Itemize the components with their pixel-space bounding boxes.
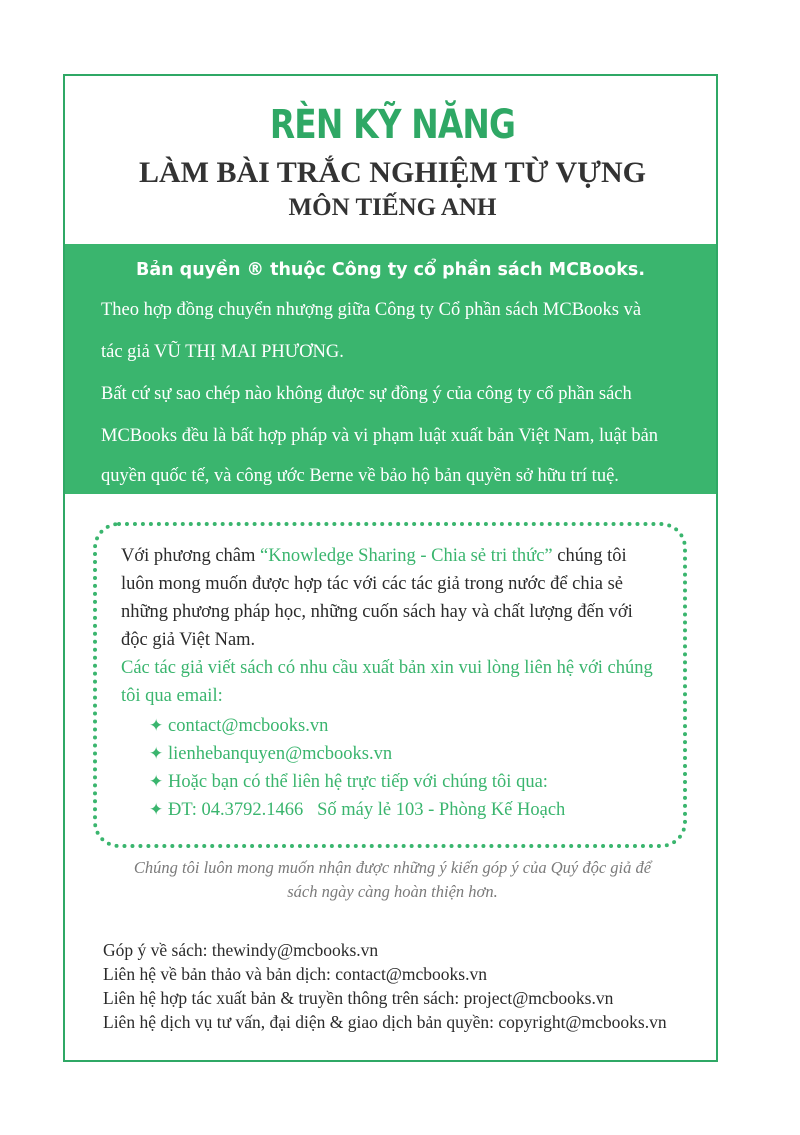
feedback-note-line: Chúng tôi luôn mong muốn nhận được những ý kiến góp ý của Quý độc giả để <box>133 858 652 877</box>
book-title: RÈN KỸ NĂNG <box>269 102 516 148</box>
four-point-star-icon: ✦ <box>149 716 164 735</box>
four-point-star-icon: ✦ <box>149 744 164 763</box>
copyright-band <box>65 244 716 494</box>
footer-contact-line: Góp ý về sách: thewindy@mcbooks.vn <box>103 940 379 960</box>
direct-contact-item <box>149 772 548 793</box>
four-point-star-icon: ✦ <box>149 800 164 819</box>
invite-line: tôi qua email: <box>121 686 223 706</box>
book-subtitle-line-2: MÔN TIẾNG ANH <box>288 194 497 221</box>
motto-prefix: Với phương châm <box>121 546 261 566</box>
contact-email-item <box>149 716 328 737</box>
invite-line: Các tác giả viết sách có nhu cầu xuất bản xin vui lòng liên hệ với chúng <box>121 658 653 678</box>
motto-line <box>121 546 627 567</box>
motto-line: những phương pháp học, những cuốn sách hay và chất lượng đến với <box>121 602 633 622</box>
footer-contact-line: Liên hệ dịch vụ tư vấn, đại diện & giao dịch bản quyền: copyright@mcbooks.vn <box>103 1012 667 1032</box>
page-frame <box>63 74 718 1062</box>
motto-suffix: chúng tôi <box>552 546 627 566</box>
footer-contact-line: Liên hệ về bản thảo và bản dịch: contact@mcbooks.vn <box>103 964 487 984</box>
motto-box <box>93 522 687 848</box>
copyright-heading: Bản quyền ® thuộc Công ty cổ phần sách MCBooks. <box>135 260 645 280</box>
copyright-line: Theo hợp đồng chuyển nhượng giữa Công ty Cổ phần sách MCBooks và <box>101 300 642 320</box>
copyright-line: MCBooks đều là bất hợp pháp và vi phạm luật xuất bản Việt Nam, luật bản <box>101 426 659 446</box>
phone-text: ĐT: 04.3792.1466 Số máy lẻ 103 - Phòng Kế Hoạch <box>168 800 566 820</box>
four-point-star-icon: ✦ <box>149 772 164 791</box>
feedback-note-line: sách ngày càng hoàn thiện hơn. <box>287 882 498 901</box>
phone-item <box>149 800 565 821</box>
copyright-email-item <box>149 744 392 765</box>
direct-contact-text: Hoặc bạn có thể liên hệ trực tiếp với chúng tôi qua: <box>168 772 548 792</box>
copyright-line: quyền quốc tế, và công ước Berne về bảo hộ bản quyền sở hữu trí tuệ. <box>101 466 619 486</box>
copyright-line: tác giả VŨ THỊ MAI PHƯƠNG. <box>101 342 344 362</box>
motto-line: độc giả Việt Nam. <box>121 630 256 650</box>
copyright-line: Bất cứ sự sao chép nào không được sự đồng ý của công ty cổ phần sách <box>101 384 632 404</box>
motto-line: luôn mong muốn được hợp tác với các tác giả trong nước để chia sẻ <box>121 574 624 594</box>
copyright-email-link[interactable]: lienhebanquyen@mcbooks.vn <box>168 744 393 764</box>
footer-contact-line: Liên hệ hợp tác xuất bản & truyền thông trên sách: project@mcbooks.vn <box>103 988 614 1008</box>
motto-quote: “Knowledge Sharing - Chia sẻ tri thức” <box>260 546 553 566</box>
contact-email-link[interactable]: contact@mcbooks.vn <box>168 716 329 736</box>
book-subtitle-line-1: LÀM BÀI TRẮC NGHIỆM TỪ VỰNG <box>139 156 646 189</box>
